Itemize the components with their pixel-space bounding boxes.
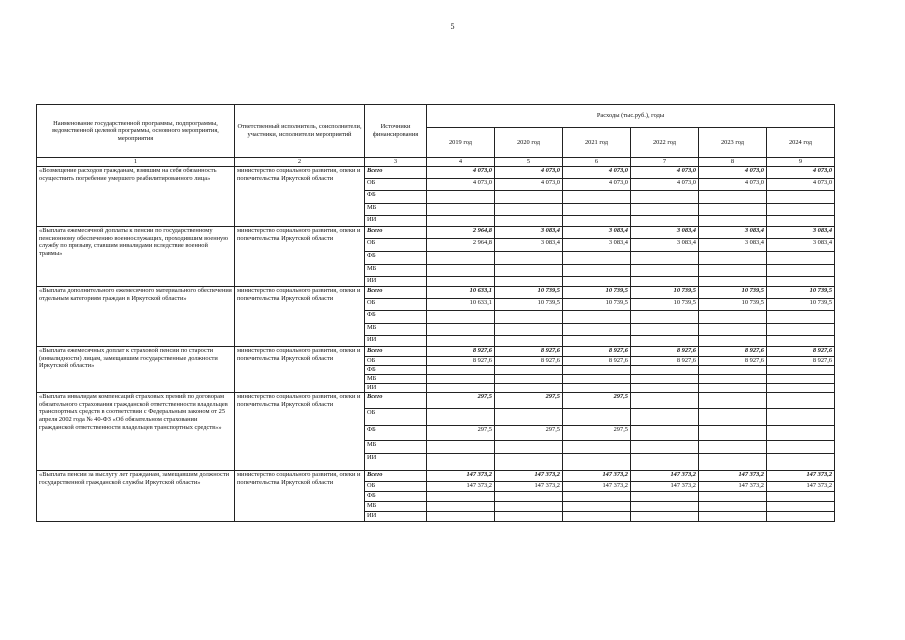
expense-value <box>563 204 631 216</box>
expense-value <box>767 336 835 347</box>
expense-value: 10 739,5 <box>767 287 835 299</box>
expense-value: 4 073,0 <box>427 179 495 191</box>
expense-value: 297,5 <box>427 393 495 409</box>
funding-source: ФБ <box>365 366 427 375</box>
expense-value <box>767 409 835 426</box>
expense-value <box>427 324 495 336</box>
expense-value <box>495 204 563 216</box>
expense-value <box>563 512 631 522</box>
expense-value: 8 927,6 <box>427 347 495 357</box>
expense-value <box>427 502 495 512</box>
funding-source: ФБ <box>365 191 427 204</box>
expense-value <box>631 426 699 441</box>
measure-name: «Выплата ежемесячных доплат к страховой пенсии по старости (инвалидности) лицам, замещавшим государственные должности Иркутской области» <box>37 347 235 393</box>
measure-name: «Возмещение расходов гражданам, взявшим на себя обязанность осуществить погребение умершего реабилитированного лица» <box>37 167 235 227</box>
expense-value: 4 073,0 <box>495 179 563 191</box>
expense-value <box>767 454 835 471</box>
expense-value: 8 927,6 <box>631 357 699 366</box>
expense-value: 8 927,6 <box>767 347 835 357</box>
expense-value <box>495 454 563 471</box>
funding-source: ФБ <box>365 492 427 502</box>
expense-value <box>495 252 563 265</box>
funding-source: ИИ <box>365 277 427 287</box>
expense-value <box>495 492 563 502</box>
expense-value <box>427 216 495 227</box>
funding-source: МБ <box>365 441 427 454</box>
column-number-row <box>37 158 835 167</box>
expense-value: 10 739,5 <box>495 287 563 299</box>
expense-value <box>699 324 767 336</box>
expense-value <box>427 277 495 287</box>
expense-value <box>631 311 699 324</box>
expense-value: 8 927,6 <box>563 347 631 357</box>
expense-value: 3 083,4 <box>767 239 835 252</box>
expense-value: 147 373,2 <box>631 471 699 482</box>
expense-value <box>699 502 767 512</box>
expense-value <box>427 191 495 204</box>
expense-value <box>767 426 835 441</box>
expense-value <box>563 324 631 336</box>
expense-value: 8 927,6 <box>767 357 835 366</box>
header-year: 2024 год <box>767 128 835 158</box>
expense-value: 3 083,4 <box>495 239 563 252</box>
expense-value <box>563 375 631 384</box>
expense-value <box>767 252 835 265</box>
expense-value <box>427 311 495 324</box>
expense-value <box>631 441 699 454</box>
expense-value <box>563 216 631 227</box>
expense-value: 297,5 <box>563 426 631 441</box>
expense-value <box>563 384 631 393</box>
expense-value <box>631 384 699 393</box>
expense-value <box>495 366 563 375</box>
expense-value <box>699 216 767 227</box>
measure-name: «Выплата дополнительного ежемесячного материального обеспечения отдельным категориям граждан в Иркутской области» <box>37 287 235 347</box>
expense-value: 147 373,2 <box>699 482 767 492</box>
expense-value: 3 083,4 <box>631 227 699 239</box>
column-number: 7 <box>631 158 699 167</box>
funding-source: ИИ <box>365 454 427 471</box>
expense-value <box>631 252 699 265</box>
expense-value <box>427 492 495 502</box>
expense-value <box>563 191 631 204</box>
expense-value <box>699 492 767 502</box>
expense-value: 8 927,6 <box>699 357 767 366</box>
page-number: 5 <box>450 22 455 31</box>
funding-source: ФБ <box>365 311 427 324</box>
expense-value <box>767 265 835 277</box>
funding-source: МБ <box>365 375 427 384</box>
funding-source: Всего <box>365 471 427 482</box>
expense-value: 3 083,4 <box>767 227 835 239</box>
header-executor: Ответственный исполнитель, соисполнители, участники, исполнители мероприятий <box>235 105 365 158</box>
expense-value: 147 373,2 <box>767 471 835 482</box>
expense-value: 297,5 <box>495 393 563 409</box>
expense-value: 3 083,4 <box>495 227 563 239</box>
expense-value <box>631 216 699 227</box>
expense-value <box>699 512 767 522</box>
expense-value <box>767 502 835 512</box>
expense-value <box>563 502 631 512</box>
expense-value: 147 373,2 <box>631 482 699 492</box>
header-year: 2023 год <box>699 128 767 158</box>
expense-value <box>699 265 767 277</box>
expense-value: 8 927,6 <box>495 357 563 366</box>
expense-value <box>767 191 835 204</box>
column-number: 3 <box>365 158 427 167</box>
expense-value <box>427 265 495 277</box>
expense-value <box>767 311 835 324</box>
header-year: 2019 год <box>427 128 495 158</box>
expense-value <box>631 393 699 409</box>
funding-source: ОБ <box>365 179 427 191</box>
funding-source: ОБ <box>365 482 427 492</box>
funding-source: МБ <box>365 204 427 216</box>
expense-value <box>631 324 699 336</box>
expense-value: 10 739,5 <box>699 299 767 311</box>
expense-value <box>767 366 835 375</box>
expense-value <box>495 502 563 512</box>
expense-value: 4 073,0 <box>631 167 699 179</box>
funding-source: МБ <box>365 265 427 277</box>
expense-value <box>699 384 767 393</box>
expense-value <box>767 512 835 522</box>
expense-value: 147 373,2 <box>427 482 495 492</box>
expense-value: 4 073,0 <box>767 179 835 191</box>
funding-source: ФБ <box>365 252 427 265</box>
measure-name: «Выплата пенсии за выслугу лет гражданам, замещавшим должности государственной гражданской службы Иркутской области» <box>37 471 235 522</box>
expense-value: 297,5 <box>563 393 631 409</box>
expense-value: 10 739,5 <box>631 287 699 299</box>
expense-value: 3 083,4 <box>563 239 631 252</box>
expense-value: 147 373,2 <box>427 471 495 482</box>
expense-value <box>767 384 835 393</box>
column-number: 1 <box>37 158 235 167</box>
expense-value: 147 373,2 <box>767 482 835 492</box>
expense-value <box>767 393 835 409</box>
expense-value <box>699 375 767 384</box>
expense-value <box>699 311 767 324</box>
expense-value <box>699 191 767 204</box>
header-name: Наименование государственной программы, подпрограммы, ведомственной целевой программы, основного мероприятия, мероприятия <box>37 105 235 158</box>
expense-value: 3 083,4 <box>699 239 767 252</box>
expense-value: 147 373,2 <box>699 471 767 482</box>
expense-value: 8 927,6 <box>495 347 563 357</box>
expense-value <box>563 336 631 347</box>
expense-value: 10 633,1 <box>427 299 495 311</box>
expense-value <box>427 336 495 347</box>
expense-value <box>699 336 767 347</box>
expense-value: 297,5 <box>427 426 495 441</box>
expense-value <box>631 409 699 426</box>
table-row <box>37 347 835 357</box>
expense-value <box>495 277 563 287</box>
table-row <box>37 287 835 299</box>
funding-source: Всего <box>365 287 427 299</box>
expense-value <box>495 384 563 393</box>
expense-value <box>427 204 495 216</box>
expense-value <box>563 277 631 287</box>
expense-value: 2 964,8 <box>427 227 495 239</box>
expense-value <box>427 454 495 471</box>
expense-value <box>563 265 631 277</box>
expense-value <box>563 454 631 471</box>
expense-value <box>631 277 699 287</box>
funding-source: ОБ <box>365 409 427 426</box>
funding-source: Всего <box>365 167 427 179</box>
header-expenses: Расходы (тыс.руб.), годы <box>427 105 835 128</box>
expense-value: 8 927,6 <box>631 347 699 357</box>
expense-value <box>495 409 563 426</box>
expense-value <box>699 454 767 471</box>
expense-value: 297,5 <box>495 426 563 441</box>
expense-value <box>699 277 767 287</box>
expense-value <box>427 252 495 265</box>
expense-value <box>767 441 835 454</box>
funding-source: ИИ <box>365 336 427 347</box>
expense-value <box>495 191 563 204</box>
measure-executor: министерство социального развития, опеки и попечительства Иркутской области <box>235 393 365 471</box>
column-number: 5 <box>495 158 563 167</box>
expense-value <box>767 277 835 287</box>
expense-value <box>427 512 495 522</box>
measure-name: «Выплата ежемесячной доплаты к пенсии по государственному пенсионному обеспечению военнослужащих, проходившим военную службу по призыву, ставшим инвалидами вследствие военной травмы» <box>37 227 235 287</box>
column-number: 8 <box>699 158 767 167</box>
funding-source: ОБ <box>365 357 427 366</box>
expense-value: 10 633,1 <box>427 287 495 299</box>
expense-value <box>699 204 767 216</box>
expense-value <box>767 492 835 502</box>
expense-value: 4 073,0 <box>427 167 495 179</box>
expense-value <box>699 366 767 375</box>
expense-value <box>631 265 699 277</box>
expense-value <box>427 441 495 454</box>
expense-value <box>699 252 767 265</box>
header-year: 2022 год <box>631 128 699 158</box>
expense-value: 8 927,6 <box>563 357 631 366</box>
expense-value: 3 083,4 <box>631 239 699 252</box>
funding-source: ФБ <box>365 426 427 441</box>
funding-source: Всего <box>365 393 427 409</box>
expense-value: 8 927,6 <box>427 357 495 366</box>
expense-value: 4 073,0 <box>699 167 767 179</box>
expense-value: 10 739,5 <box>631 299 699 311</box>
funding-source: ИИ <box>365 384 427 393</box>
column-number: 4 <box>427 158 495 167</box>
expense-value <box>563 311 631 324</box>
expense-value: 3 083,4 <box>563 227 631 239</box>
expense-value <box>427 375 495 384</box>
expense-value: 8 927,6 <box>699 347 767 357</box>
expense-value: 147 373,2 <box>563 482 631 492</box>
measure-executor: министерство социального развития, опеки и попечительства Иркутской области <box>235 471 365 522</box>
expense-value <box>631 502 699 512</box>
measure-executor: министерство социального развития, опеки и попечительства Иркутской области <box>235 227 365 287</box>
expense-value <box>699 426 767 441</box>
header-year: 2021 год <box>563 128 631 158</box>
expense-value <box>631 492 699 502</box>
expenses-table <box>36 104 835 522</box>
expense-value <box>699 393 767 409</box>
table-row <box>37 167 835 179</box>
expense-value <box>767 324 835 336</box>
column-number: 9 <box>767 158 835 167</box>
expense-value: 4 073,0 <box>563 167 631 179</box>
expense-value: 10 739,5 <box>495 299 563 311</box>
expense-value <box>427 384 495 393</box>
header-year: 2020 год <box>495 128 563 158</box>
expense-value <box>631 336 699 347</box>
expense-value: 4 073,0 <box>699 179 767 191</box>
expense-value <box>495 216 563 227</box>
expense-value <box>563 441 631 454</box>
measure-executor: министерство социального развития, опеки и попечительства Иркутской области <box>235 167 365 227</box>
expense-value <box>495 311 563 324</box>
header-source: Источники финансирования <box>365 105 427 158</box>
expense-value: 3 083,4 <box>699 227 767 239</box>
measure-executor: министерство социального развития, опеки и попечительства Иркутской области <box>235 347 365 393</box>
expense-value <box>495 265 563 277</box>
expense-value: 147 373,2 <box>495 482 563 492</box>
table-row <box>37 393 835 409</box>
table-row <box>37 227 835 239</box>
funding-source: ИИ <box>365 512 427 522</box>
expense-value <box>631 366 699 375</box>
funding-source: МБ <box>365 324 427 336</box>
expense-value: 10 739,5 <box>767 299 835 311</box>
expense-value: 4 073,0 <box>495 167 563 179</box>
expense-value: 4 073,0 <box>631 179 699 191</box>
expense-value <box>495 512 563 522</box>
funding-source: МБ <box>365 502 427 512</box>
measure-executor: министерство социального развития, опеки и попечительства Иркутской области <box>235 287 365 347</box>
funding-source: Всего <box>365 227 427 239</box>
expense-value <box>563 492 631 502</box>
expense-value: 147 373,2 <box>563 471 631 482</box>
funding-source: ИИ <box>365 216 427 227</box>
expense-value <box>427 366 495 375</box>
expense-value <box>767 375 835 384</box>
expense-value <box>631 454 699 471</box>
table-row <box>37 471 835 482</box>
expense-value <box>631 204 699 216</box>
expense-value <box>495 324 563 336</box>
expense-value <box>495 375 563 384</box>
funding-source: ОБ <box>365 299 427 311</box>
expense-value <box>631 512 699 522</box>
expense-value <box>631 191 699 204</box>
expense-value <box>563 409 631 426</box>
expense-value: 2 964,8 <box>427 239 495 252</box>
expense-value: 10 739,5 <box>563 299 631 311</box>
expense-value: 147 373,2 <box>495 471 563 482</box>
measure-name: «Выплата инвалидам компенсаций страховых премий по договорам обязательного страхования гражданской ответственности владельцев транспортных средств в соответствии с Федеральным законом от 25 апреля 2002 года № 40-ФЗ «Об обязательном страховании гражданской ответственности владельцев транспортных средств»» <box>37 393 235 471</box>
expense-value <box>631 375 699 384</box>
table-body <box>37 158 835 522</box>
expense-value <box>767 204 835 216</box>
expense-value: 4 073,0 <box>563 179 631 191</box>
expense-value <box>767 216 835 227</box>
column-number: 2 <box>235 158 365 167</box>
expense-value <box>699 409 767 426</box>
expense-value: 4 073,0 <box>767 167 835 179</box>
funding-source: Всего <box>365 347 427 357</box>
expense-value: 10 739,5 <box>563 287 631 299</box>
expense-value <box>427 409 495 426</box>
column-number: 6 <box>563 158 631 167</box>
funding-source: ОБ <box>365 239 427 252</box>
expense-value <box>495 441 563 454</box>
expense-value <box>495 336 563 347</box>
expense-value <box>563 366 631 375</box>
expense-value <box>699 441 767 454</box>
expense-value: 10 739,5 <box>699 287 767 299</box>
expense-value <box>563 252 631 265</box>
